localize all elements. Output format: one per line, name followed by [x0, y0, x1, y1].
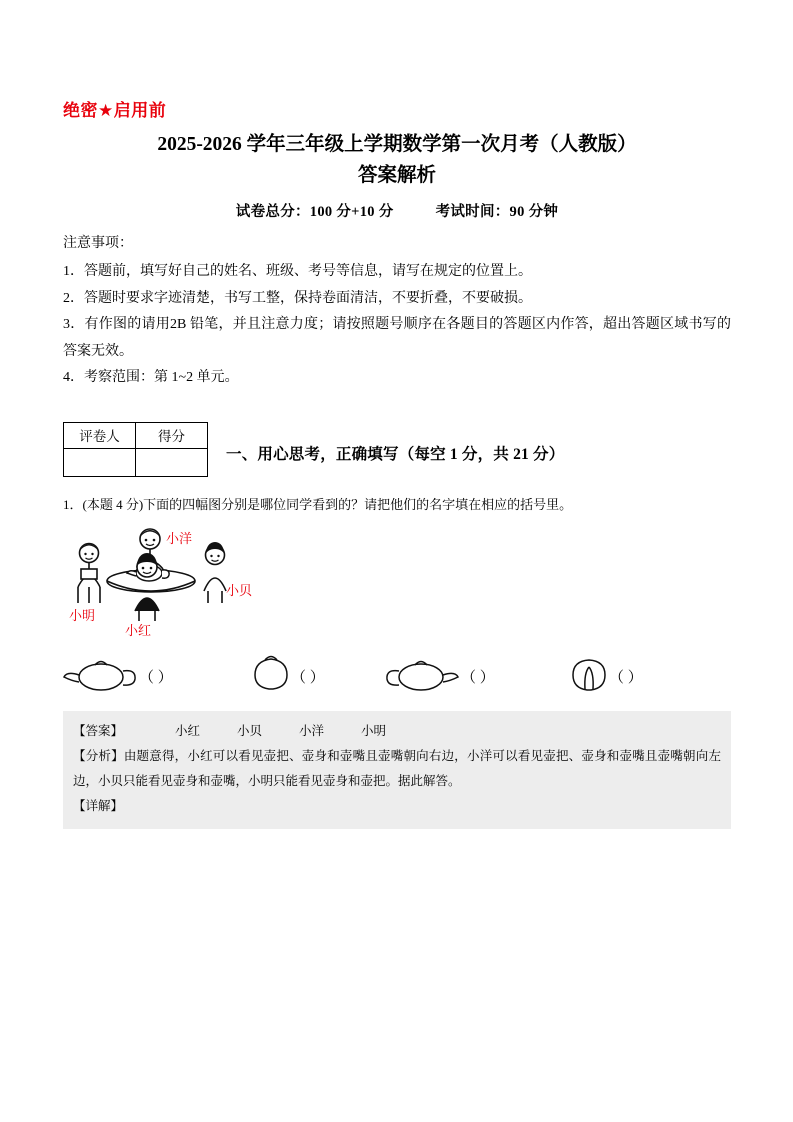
analysis-line	[73, 744, 721, 794]
section-title: 一、用心思考，正确填写（每空 1 分，共 21 分）	[226, 445, 565, 463]
notice-item-3: 3．有作图的请用2B 铅笔，并且注意力度；请按照题号顺序在各题目的答题区内作答，超出答题区域书写的答案无效。	[63, 317, 731, 359]
page-subtitle: 答案解析	[357, 165, 436, 186]
label-xiaobei: 小贝	[226, 582, 253, 598]
secret-label: 绝密★启用前	[63, 101, 167, 120]
table-row	[64, 422, 208, 448]
notice-heading: 注意事项：	[63, 236, 133, 251]
section-header-row	[63, 422, 731, 477]
exam-time-label: 考试时间：90 分钟	[435, 204, 559, 220]
document-content	[63, 96, 731, 829]
score-total-label: 试卷总分：100 分+10 分	[235, 204, 394, 220]
label-xiaohong: 小红	[125, 622, 152, 638]
notice-item-1: 1．答题前，填写好自己的姓名、班级、考号等信息，请写在规定的位置上。	[63, 264, 532, 279]
answer-line	[73, 719, 721, 744]
detail-label: 【详解】	[73, 798, 124, 813]
svg-text:（ ）: （ ）	[609, 669, 643, 686]
score-and-time-line	[63, 200, 731, 221]
page-title: 2025-2026 学年三年级上学期数学第一次月考（人教版）	[157, 134, 637, 155]
notice-item-2: 2．答题时要求字迹清楚，书写工整，保持卷面清洁，不要折叠，不要破损。	[63, 290, 532, 306]
analysis-text: 由题意得，小红可以看见壶把、壶身和壶嘴且壶嘴朝向右边，小洋可以看见壶把、壶身和壶嘴且壶嘴朝向左边，小贝只能看见壶身和壶嘴，小明只能看见壶身和壶把。据此解答。	[73, 748, 721, 788]
question-1-text: 1．(本题 4 分)下面的四幅图分别是哪位同学看到的？请把他们的名字填在相应的括号里。	[63, 496, 573, 512]
teapot-views-row	[63, 649, 731, 697]
analysis-label: 【分析】	[73, 748, 124, 763]
notice-item-4: 4．考察范围：第 1~2 单元。	[63, 370, 239, 385]
answer-name-3: 小洋	[299, 723, 325, 738]
answer-name-2: 小贝	[237, 723, 263, 738]
children-around-table-figure	[63, 525, 383, 643]
label-xiaoyang: 小洋	[166, 530, 193, 546]
teapot-view-2	[255, 656, 287, 689]
svg-text:（ ）: （ ）	[461, 669, 495, 686]
answer-label: 【答案】	[73, 723, 124, 738]
label-xiaoming: 小明	[69, 607, 96, 623]
table-row	[64, 448, 208, 476]
detail-line	[73, 794, 721, 819]
grader-header-name: 评卷人	[64, 422, 136, 448]
grader-value-name	[64, 448, 136, 476]
question-illustration	[63, 525, 731, 643]
answer-name-4: 小明	[361, 723, 387, 738]
answer-name-1: 小红	[175, 723, 201, 738]
grader-table	[63, 422, 208, 477]
svg-text:（ ）: （ ）	[291, 669, 325, 686]
grader-value-score	[136, 448, 208, 476]
teapot-view-1	[64, 661, 135, 690]
teapot-view-4	[573, 660, 605, 690]
answer-block	[63, 711, 731, 829]
teapot-views-svg	[63, 649, 723, 697]
svg-text:（ ）: （ ）	[139, 669, 173, 686]
grader-header-score: 得分	[136, 422, 208, 448]
teapot-view-3	[387, 661, 458, 690]
